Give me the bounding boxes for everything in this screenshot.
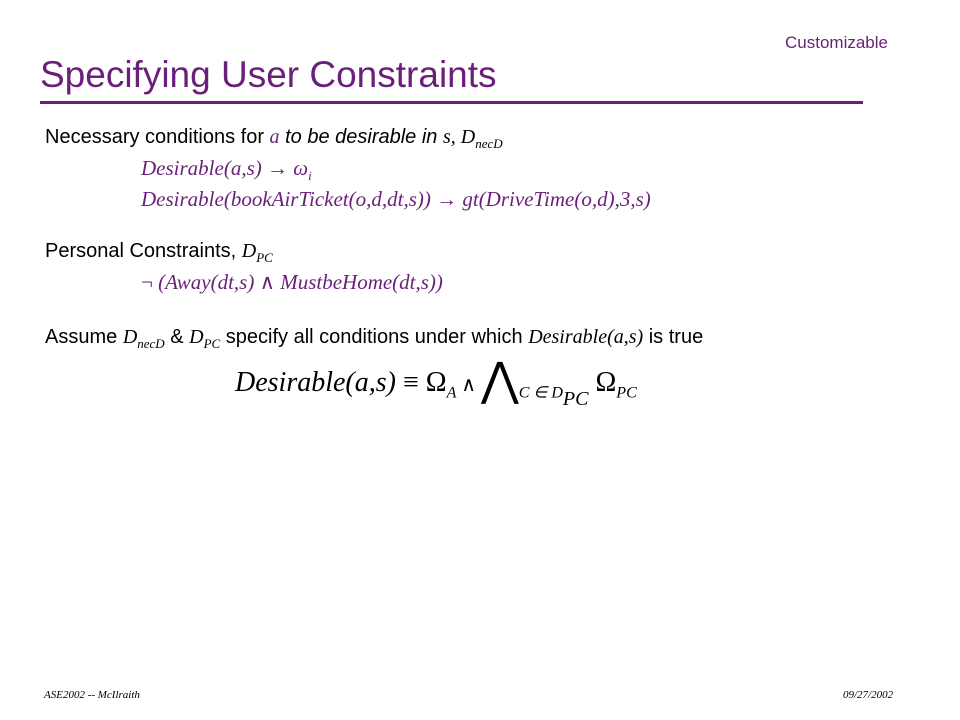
var-s: s,: [442, 126, 456, 148]
and-icon: ∧: [456, 374, 482, 396]
subscript: PC: [203, 336, 221, 351]
title-underline: [40, 101, 863, 104]
slide-title: Specifying User Constraints: [40, 54, 497, 95]
section-tag: Customizable: [785, 33, 888, 52]
equation-book-air-ticket: [141, 187, 651, 212]
text: is true: [643, 326, 704, 348]
omega: Ω: [588, 367, 617, 398]
implies-icon: →: [436, 187, 458, 211]
necessary-conditions-line: [45, 126, 503, 149]
text: Necessary conditions for: [45, 126, 270, 148]
text: Personal Constraints,: [45, 240, 242, 262]
subscript: necD: [475, 136, 503, 151]
subscript: PC: [256, 250, 273, 265]
and-icon: ∧: [259, 270, 275, 294]
assume-line: [45, 326, 703, 349]
text: specify all conditions under which: [220, 326, 529, 348]
omega: ω: [287, 156, 309, 180]
implies-icon: →: [266, 156, 288, 180]
subscript: PC: [562, 388, 589, 410]
personal-constraints-line: [45, 240, 273, 263]
var-d: D: [189, 326, 204, 348]
eq-right: MustbeHome(dt,s)): [274, 270, 443, 294]
subscript: i: [308, 168, 312, 184]
footer-left: ASE2002 -- McIlraith: [44, 689, 140, 701]
var-d: D: [241, 240, 257, 262]
omega: Ω: [418, 367, 447, 398]
formula-left: Desirable(a,s): [235, 367, 403, 398]
eq-left: Desirable(bookAirTicket(o,d,dt,s)): [141, 187, 437, 211]
text: &: [164, 326, 190, 348]
eq-right: gt(DriveTime(o,d),3,s): [457, 187, 651, 211]
desirable-term: Desirable(a,s): [528, 326, 644, 348]
subscript: necD: [137, 336, 165, 351]
eq-left: (Away(dt,s): [152, 270, 260, 294]
var-d: D: [122, 326, 138, 348]
subscript: A: [446, 384, 457, 402]
eq-text: Desirable(a,s): [141, 156, 267, 180]
text: Assume: [45, 326, 123, 348]
var-d: D: [455, 126, 476, 148]
text: to be desirable in: [279, 126, 443, 148]
equation-away-must-be-home: [141, 270, 443, 295]
big-and-icon: ⋀: [481, 354, 519, 405]
not-icon: ¬: [141, 270, 153, 294]
subscript: PC: [616, 384, 637, 402]
equation-desirable-omega: [141, 156, 312, 184]
var-a: a: [269, 126, 280, 148]
equivalence-icon: ≡: [402, 367, 419, 398]
subscript: C ∈ D: [518, 384, 563, 402]
main-formula: [235, 352, 637, 410]
footer-date: 09/27/2002: [843, 689, 894, 701]
